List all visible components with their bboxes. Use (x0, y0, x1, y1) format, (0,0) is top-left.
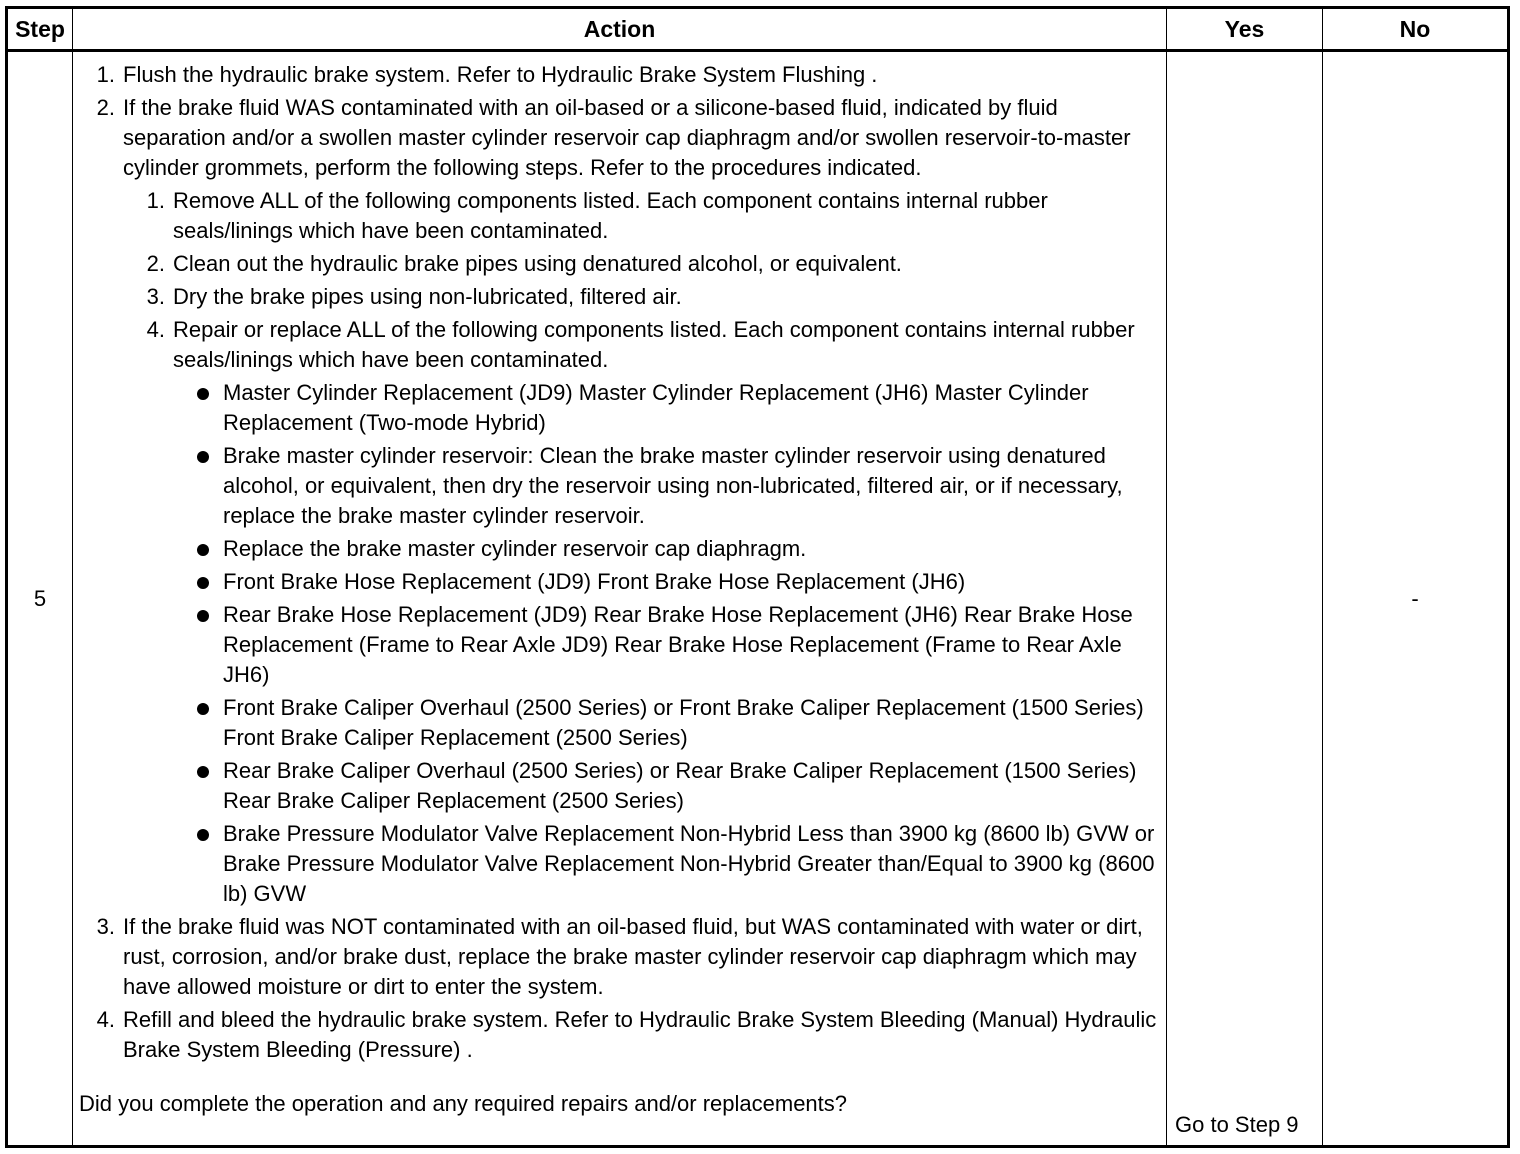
header-action: Action (73, 8, 1167, 51)
list-item (79, 93, 1162, 183)
list-item (79, 1005, 1162, 1065)
yes-result: Go to Step 9 (1167, 51, 1323, 1147)
item-text: If the brake fluid was NOT contaminated with an oil-based fluid, but WAS contaminated with water or dirt, rust, corrosion, and/or brake dust, replace the brake master cylinder reservoir cap diaphragm which may have allowed moisture or dirt to enter the system. (123, 914, 1143, 999)
item-number: 2. (146, 251, 165, 276)
list-item (79, 186, 1162, 246)
item-text: Rear Brake Hose Replacement (JD9) Rear Brake Hose Replacement (JH6) Rear Brake Hose Replacement (Frame to Rear Axle JD9) Rear Brake Hose Replacement (Frame to Rear Axle JH6) (223, 602, 1133, 687)
diagnostic-step-table (5, 6, 1510, 1148)
list-item (79, 600, 1162, 690)
bullet-icon (197, 451, 209, 463)
item-number: 2. (96, 95, 115, 120)
action-steps-list-continued (79, 912, 1162, 1065)
item-text: Rear Brake Caliper Overhaul (2500 Series) or Rear Brake Caliper Replacement (1500 Series) Rear Brake Caliper Replacement (2500 Series) (223, 758, 1137, 813)
header-no: No (1323, 8, 1509, 51)
component-bullet-list (79, 378, 1162, 909)
list-item (79, 282, 1162, 312)
bullet-icon (197, 610, 209, 622)
list-item (79, 912, 1162, 1002)
bullet-icon (197, 388, 209, 400)
list-item (79, 567, 1162, 597)
list-item (79, 756, 1162, 816)
action-steps-list (79, 60, 1162, 183)
list-item (79, 534, 1162, 564)
list-item (79, 378, 1162, 438)
bullet-icon (197, 829, 209, 841)
bullet-icon (197, 544, 209, 556)
item-text: Clean out the hydraulic brake pipes using denatured alcohol, or equivalent. (173, 251, 902, 276)
action-cell (73, 51, 1167, 1147)
item-text: Repair or replace ALL of the following components listed. Each component contains internal rubber seals/linings which have been contaminated. (173, 317, 1135, 372)
item-text: Flush the hydraulic brake system. Refer to Hydraulic Brake System Flushing . (123, 62, 878, 87)
item-text: If the brake fluid WAS contaminated with an oil-based or a silicone-based fluid, indicated by fluid separation and/or a swollen master cylinder reservoir cap diaphragm and/or swollen reservoir-to-master cylinder grommets, perform the following steps. Refer to the procedures indicated. (123, 95, 1131, 180)
header-yes: Yes (1167, 8, 1323, 51)
bullet-icon (197, 577, 209, 589)
item-text: Brake Pressure Modulator Valve Replacement Non-Hybrid Less than 3900 kg (8600 lb) GVW or Brake Pressure Modulator Valve Replacement Non-Hybrid Greater than/Equal to 3900 kg (8600 lb) GVW (223, 821, 1155, 906)
item-text: Brake master cylinder reservoir: Clean the brake master cylinder reservoir using denatured alcohol, or equivalent, then dry the reservoir using non-lubricated, filtered air, or if necessary, replace the brake master cylinder reservoir. (223, 443, 1123, 528)
item-number: 4. (96, 1007, 115, 1032)
item-text: Dry the brake pipes using non-lubricated, filtered air. (173, 284, 682, 309)
list-item (79, 315, 1162, 375)
no-result: - (1323, 51, 1509, 1147)
header-step: Step (7, 8, 73, 51)
item-number: 1. (146, 188, 165, 213)
table-header-row (7, 8, 1509, 51)
bullet-icon (197, 766, 209, 778)
list-item (79, 60, 1162, 90)
item-text: Front Brake Caliper Overhaul (2500 Series) or Front Brake Caliper Replacement (1500 Series) Front Brake Caliper Replacement (2500 Series) (223, 695, 1144, 750)
step-number: 5 (7, 51, 73, 1147)
item-text: Replace the brake master cylinder reservoir cap diaphragm. (223, 536, 807, 561)
item-text: Refill and bleed the hydraulic brake system. Refer to Hydraulic Brake System Bleeding (Manual) Hydraulic Brake System Bleeding (Pressure) . (123, 1007, 1157, 1062)
item-text: Master Cylinder Replacement (JD9) Master Cylinder Replacement (JH6) Master Cylinder Replacement (Two-mode Hybrid) (223, 380, 1089, 435)
item-text: Front Brake Hose Replacement (JD9) Front Brake Hose Replacement (JH6) (223, 569, 966, 594)
list-item (79, 441, 1162, 531)
bullet-icon (197, 703, 209, 715)
item-number: 1. (96, 62, 115, 87)
list-item (79, 249, 1162, 279)
list-item (79, 693, 1162, 753)
list-item (79, 819, 1162, 909)
table-row (7, 51, 1509, 1147)
item-number: 3. (96, 914, 115, 939)
item-text: Remove ALL of the following components listed. Each component contains internal rubber seals/linings which have been contaminated. (173, 188, 1048, 243)
sub-steps-list (79, 186, 1162, 375)
item-number: 3. (146, 284, 165, 309)
completion-question: Did you complete the operation and any required repairs and/or replacements? (79, 1091, 848, 1116)
item-number: 4. (146, 317, 165, 342)
